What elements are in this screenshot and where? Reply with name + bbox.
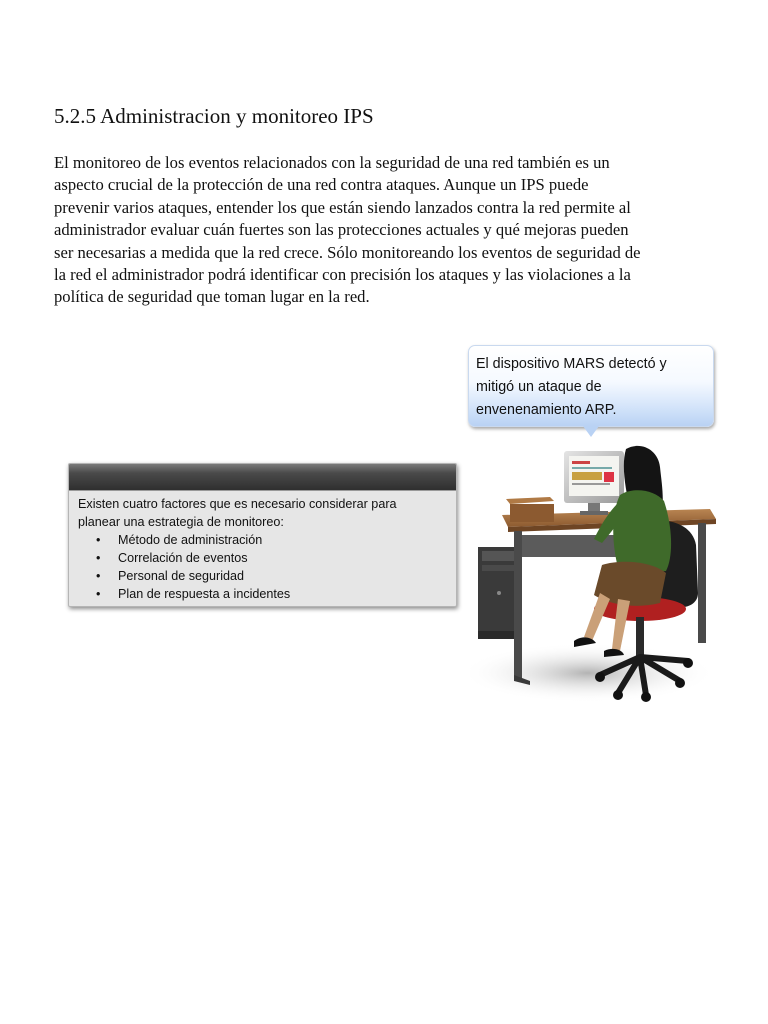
paragraph-line: administrador evaluar cuán fuertes son las protecciones actuales y qué mejoras pueden (54, 220, 629, 240)
panel-header-bar (69, 464, 456, 491)
woman-at-computer-desk-illustration (470, 435, 722, 705)
list-item-label: Método de administración (118, 533, 263, 547)
page-title: 5.2.5 Administracion y monitoreo IPS (54, 104, 374, 128)
bullet-icon: • (96, 551, 101, 565)
panel-intro-line: Existen cuatro factores que es necesario considerar para (78, 497, 397, 511)
bubble-line: mitigó un ataque de (476, 379, 602, 395)
panel-intro-line: planear una estrategia de monitoreo: (78, 515, 284, 529)
list-item (96, 549, 456, 567)
computer-tower-icon (478, 547, 520, 639)
factors-list (78, 531, 456, 603)
paragraph-line: política de seguridad que toman lugar en la red. (54, 287, 370, 307)
floor-shadow (470, 643, 716, 703)
paragraph-line: El monitoreo de los eventos relacionados con la seguridad de una red también es un (54, 153, 610, 172)
factors-panel (68, 463, 457, 607)
list-item (96, 567, 456, 585)
list-item-label: Plan de respuesta a incidentes (118, 587, 291, 601)
bullet-icon: • (96, 587, 101, 601)
speech-bubble (468, 345, 714, 427)
paragraph-line: prevenir varios ataques, entender los que están siendo lanzados contra la red permite al (54, 197, 631, 217)
box (506, 497, 554, 522)
paragraph-line: aspecto crucial de la protección de una red contra ataques. Aunque un IPS puede (54, 175, 589, 195)
list-item (96, 531, 456, 549)
paragraph-line: ser necesarias a medida que la red crece. Sólo monitoreando los eventos de seguridad de (54, 242, 641, 262)
monitor-icon (564, 451, 624, 515)
list-item (96, 585, 456, 603)
panel-body (69, 491, 456, 603)
bullet-icon: • (96, 569, 101, 583)
bullet-icon: • (96, 533, 101, 547)
bubble-line: envenenamiento ARP. (476, 402, 617, 418)
bubble-line: El dispositivo MARS detectó y (476, 356, 667, 372)
list-item-label: Correlación de eventos (118, 551, 248, 565)
body-paragraph (54, 152, 726, 309)
list-item-label: Personal de seguridad (118, 569, 245, 583)
paragraph-line: la red el administrador podrá identificar con precisión los ataques y las violaciones a la (54, 265, 631, 285)
